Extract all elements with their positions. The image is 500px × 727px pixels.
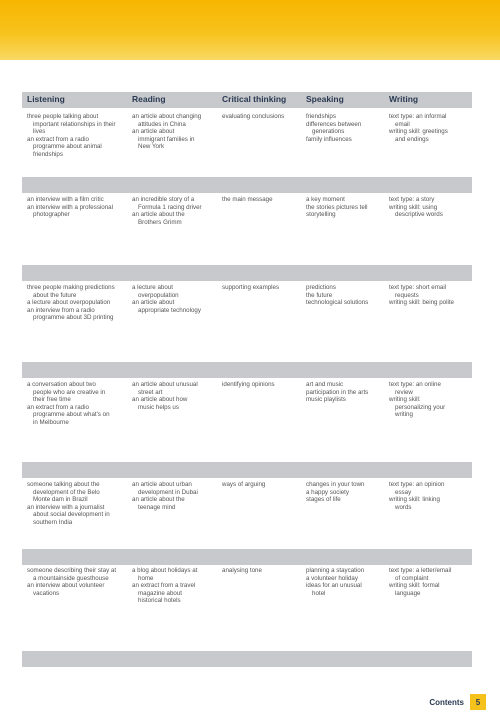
cell-writing (389, 284, 471, 307)
cell-line: a key moment (306, 196, 345, 203)
cell-line: someone talking about the (27, 481, 100, 488)
header-critical-thinking: Critical thinking (222, 94, 287, 104)
cell-line: a lecture about (132, 284, 173, 291)
cell-line: about social development in (33, 511, 110, 519)
cell-reading (132, 381, 220, 411)
header-reading: Reading (132, 94, 166, 104)
cell-line: identifying opinions (222, 381, 275, 388)
cell-line: an article about the (132, 496, 185, 504)
cell-line: New York (138, 143, 165, 151)
cell-line: the stories pictures tell (306, 203, 368, 211)
header-listening: Listening (27, 94, 65, 104)
cell-line: art and music (306, 381, 344, 388)
cell-line: writing skill: formal (389, 582, 440, 590)
cell-line: an interview from a radio (27, 306, 95, 314)
cell-line: language (395, 589, 421, 597)
cell-line: three people talking about (27, 113, 99, 120)
separator-band (22, 549, 472, 565)
cell-reading (132, 284, 220, 314)
cell-line: appropriate technology (138, 306, 201, 314)
cell-line: an interview with a journalist (27, 503, 105, 511)
cell-speaking (306, 567, 388, 597)
cell-line: immigrant families in (138, 135, 195, 143)
cell-line: Formula 1 racing driver (138, 203, 202, 211)
cell-line: friendships (33, 150, 63, 158)
cell-line: an incredible story of a (132, 196, 195, 203)
cell-reading (132, 113, 220, 151)
cell-line: an interview about volunteer (27, 582, 105, 590)
cell-writing (389, 567, 471, 597)
cell-line: three people making predictions (27, 284, 115, 291)
cell-line: an extract from a travel (132, 582, 196, 590)
cell-line: a happy society (306, 488, 349, 496)
cell-line: an extract from a radio (27, 135, 89, 143)
cell-speaking (306, 196, 388, 219)
cell-line: technological solutions (306, 299, 369, 307)
cell-line: storytelling (306, 211, 336, 219)
cell-critical-thinking (222, 567, 302, 575)
cell-listening (27, 567, 127, 597)
cell-writing (389, 481, 471, 511)
cell-critical-thinking (222, 381, 302, 389)
header-writing: Writing (389, 94, 419, 104)
cell-line: essay (395, 488, 412, 496)
cell-line: about the future (33, 291, 77, 299)
cell-critical-thinking (222, 196, 302, 204)
cell-line: an article about urban (132, 481, 192, 488)
cell-line: email (395, 120, 410, 128)
cell-line: review (395, 388, 413, 396)
cell-line: historical hotels (138, 597, 181, 605)
cell-listening (27, 284, 127, 322)
cell-line: writing skill: using (389, 203, 438, 211)
cell-line: an interview with a film critic (27, 196, 104, 203)
cell-line: an article about unusual (132, 381, 198, 388)
cell-line: important relationships in their (33, 120, 116, 128)
cell-line: a conversation about two (27, 381, 96, 388)
cell-line: Brothers Grimm (138, 218, 182, 226)
cell-line: writing skill: greetings (389, 128, 448, 136)
cell-speaking (306, 113, 388, 143)
cell-writing (389, 381, 471, 419)
cell-line: supporting examples (222, 284, 280, 291)
cell-line: overpopulation (138, 291, 179, 299)
cell-line: text type: an opinion (389, 481, 445, 488)
cell-line: text type: an online (389, 381, 441, 388)
cell-line: requests (395, 291, 419, 299)
cell-line: vacations (33, 589, 60, 597)
cell-line: text type: an informal (389, 113, 447, 120)
cell-reading (132, 196, 220, 226)
cell-line: teenage mind (138, 503, 176, 511)
cell-line: southern India (33, 518, 73, 526)
cell-listening (27, 113, 127, 159)
cell-line: ideas for an unusual (306, 582, 362, 590)
cell-line: their free time (33, 396, 71, 404)
cell-listening (27, 196, 127, 219)
cell-line: differences between (306, 120, 362, 128)
cell-line: the main message (222, 196, 273, 203)
cell-line: descriptive words (395, 211, 443, 219)
cell-line: home (138, 574, 154, 582)
cell-line: street art (138, 388, 163, 396)
cell-line: the future (306, 291, 333, 299)
cell-line: and endings (395, 135, 429, 143)
cell-line: magazine about (138, 589, 183, 597)
cell-line: of complaint (395, 574, 429, 582)
footer-label: Contents (429, 697, 464, 707)
separator-band (22, 651, 472, 667)
cell-line: changes in your town (306, 481, 365, 488)
cell-line: a volunteer holiday (306, 574, 358, 582)
cell-line: writing (395, 411, 413, 419)
cell-line: in Melbourne (33, 418, 69, 426)
cell-line: programme about what's on (33, 411, 110, 419)
cell-line: evaluating conclusions (222, 113, 285, 120)
cell-line: a mountainside guesthouse (33, 574, 109, 582)
cell-critical-thinking (222, 284, 302, 292)
cell-writing (389, 196, 471, 219)
cell-line: attitudes in China (138, 120, 186, 128)
cell-line: Monte dam in Brazil (33, 496, 88, 504)
cell-writing (389, 113, 471, 143)
cell-line: an article about (132, 299, 175, 307)
cell-line: people who are creative in (33, 388, 106, 396)
cell-listening (27, 481, 127, 527)
cell-line: programme about animal (33, 143, 102, 151)
cell-line: predictions (306, 284, 336, 291)
header-speaking: Speaking (306, 94, 344, 104)
cell-line: words (395, 503, 412, 511)
cell-line: writing skill: (389, 396, 421, 404)
cell-line: programme about 3D printing (33, 314, 114, 322)
table-header (22, 92, 472, 108)
cell-speaking (306, 284, 388, 307)
cell-line: text type: a letter/email (389, 567, 452, 574)
cell-line: someone describing their stay at (27, 567, 117, 574)
cell-listening (27, 381, 127, 427)
cell-line: a lecture about overpopulation (27, 299, 111, 307)
cell-line: text type: short email (389, 284, 447, 291)
cell-line: stages of life (306, 496, 341, 504)
cell-line: photographer (33, 211, 70, 219)
cell-line: development of the Belo (33, 488, 100, 496)
cell-line: analysing tone (222, 567, 262, 574)
cell-speaking (306, 481, 388, 504)
page-number: 5 (470, 694, 486, 710)
cell-line: family influences (306, 135, 352, 143)
separator-band (22, 177, 472, 193)
cell-line: an article about how (132, 396, 188, 404)
cell-line: ways of arguing (222, 481, 266, 488)
cell-line: friendships (306, 113, 336, 120)
cell-line: text type: a story (389, 196, 435, 203)
cell-line: writing skill: linking (389, 496, 440, 504)
cell-line: development in Dubai (138, 488, 198, 496)
cell-line: planning a staycation (306, 567, 365, 574)
cell-line: an article about (132, 128, 175, 136)
cell-line: an article about the (132, 211, 185, 219)
cell-line: an article about changing (132, 113, 202, 120)
cell-line: music playlists (306, 396, 346, 404)
cell-line: a blog about holidays at (132, 567, 198, 574)
cell-critical-thinking (222, 481, 302, 489)
cell-line: an interview with a professional (27, 203, 113, 211)
separator-band (22, 462, 472, 478)
cell-reading (132, 567, 220, 605)
cell-line: an extract from a radio (27, 403, 89, 411)
separator-band (22, 362, 472, 378)
cell-line: generations (312, 128, 345, 136)
cell-reading (132, 481, 220, 511)
cell-line: participation in the arts (306, 388, 369, 396)
separator-band (22, 265, 472, 281)
cell-line: lives (33, 128, 46, 136)
cell-speaking (306, 381, 388, 404)
cell-line: writing skill: being polite (389, 299, 454, 307)
cell-line: music helps us (138, 403, 179, 411)
page-footer (429, 694, 486, 710)
cell-critical-thinking (222, 113, 302, 121)
cell-line: hotel (312, 589, 326, 597)
cell-line: personalizing your (395, 403, 446, 411)
top-color-bar (0, 0, 500, 60)
